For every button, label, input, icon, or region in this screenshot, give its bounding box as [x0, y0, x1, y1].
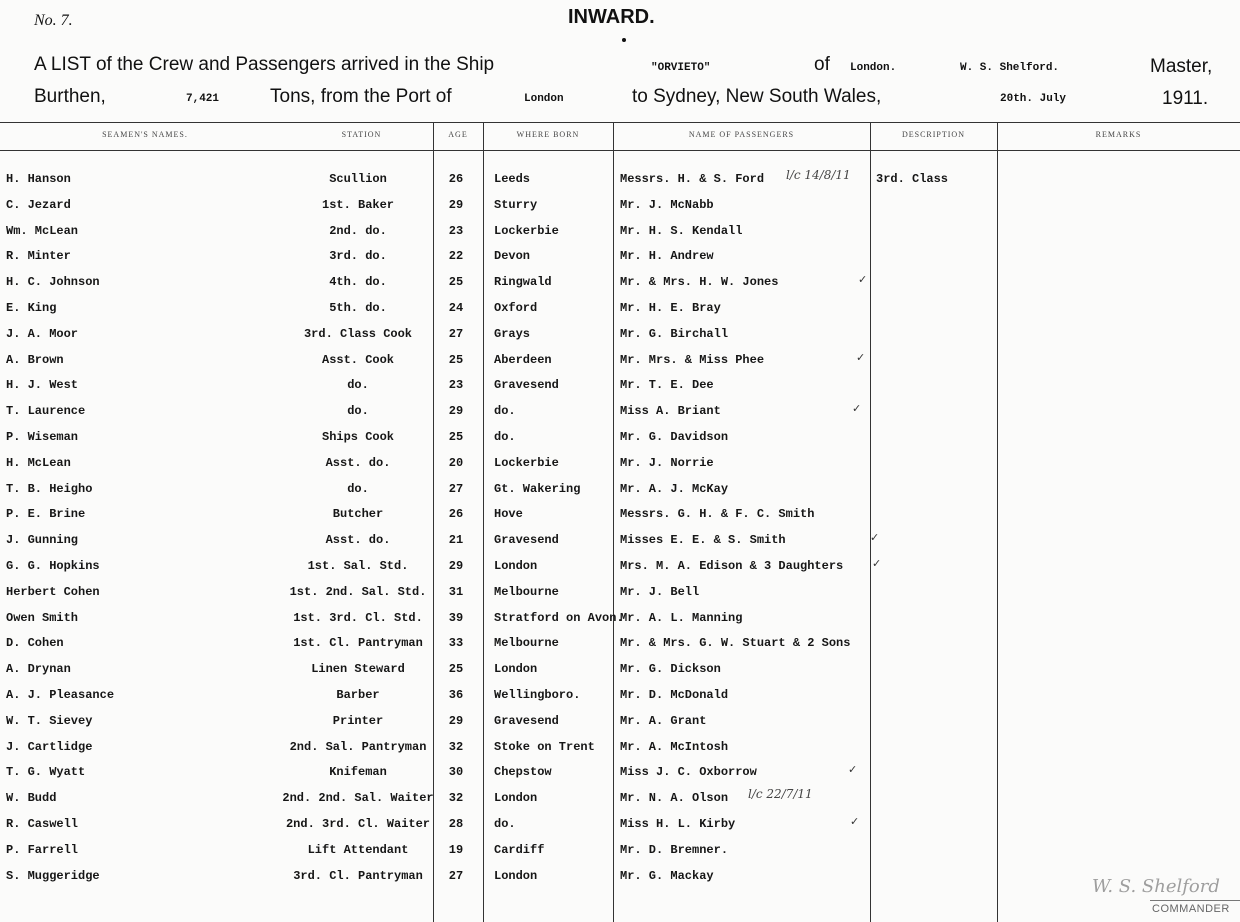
- age-cell: 29: [448, 559, 464, 573]
- seaman-name: W. Budd: [6, 791, 57, 805]
- passenger-name: Mr. J. McNabb: [620, 198, 714, 212]
- seaman-name: A. J. Pleasance: [6, 688, 115, 702]
- station-cell: 1st. Baker: [321, 198, 395, 212]
- description-cell: 3rd. Class: [876, 172, 949, 186]
- check-mark-icon: ✓: [850, 815, 860, 828]
- ship-name: "ORVIETO": [651, 62, 711, 74]
- birthplace-cell: do.: [494, 404, 516, 418]
- column-rule: [613, 122, 614, 922]
- column-header-station: STATION: [341, 130, 382, 139]
- station-cell: 3rd. Class Cook: [303, 327, 413, 341]
- seaman-name: W. T. Sievey: [6, 714, 93, 728]
- commander-stamp-line: [1150, 900, 1240, 901]
- destination-text: to Sydney, New South Wales,: [632, 86, 882, 107]
- age-cell: 25: [448, 353, 464, 367]
- page-title: INWARD.: [568, 6, 655, 28]
- master-name: W. S. Shelford.: [960, 62, 1060, 74]
- from-port: London: [524, 93, 564, 105]
- age-cell: 27: [448, 482, 464, 496]
- birthplace-cell: London: [494, 791, 538, 805]
- age-cell: 23: [448, 378, 464, 392]
- seaman-name: T. Laurence: [6, 404, 86, 418]
- station-cell: 3rd. Cl. Pantryman: [293, 869, 423, 883]
- arrival-date: 20th. July: [1000, 93, 1067, 105]
- seaman-name: R. Caswell: [6, 817, 79, 831]
- seaman-name: J. Cartlidge: [6, 740, 93, 754]
- birthplace-cell: Melbourne: [494, 636, 559, 650]
- seaman-name: Wm. McLean: [6, 224, 79, 238]
- age-cell: 20: [448, 456, 464, 470]
- column-header-age: AGE: [448, 130, 468, 139]
- seaman-name: T. G. Wyatt: [6, 765, 86, 779]
- seaman-name: H. Hanson: [6, 172, 71, 186]
- passenger-name: Miss J. C. Oxborrow: [620, 765, 757, 779]
- passenger-name: Mr. J. Bell: [620, 585, 700, 599]
- birthplace-cell: Gravesend: [494, 378, 559, 392]
- age-cell: 30: [448, 765, 464, 779]
- station-cell: Asst. do.: [325, 533, 391, 547]
- title-bullet: [622, 38, 626, 42]
- seaman-name: A. Brown: [6, 353, 64, 367]
- seaman-name: D. Cohen: [6, 636, 64, 650]
- column-rule: [870, 122, 871, 922]
- age-cell: 31: [448, 585, 464, 599]
- passenger-name: Mr. & Mrs. G. W. Stuart & 2 Sons: [620, 636, 851, 650]
- age-cell: 22: [448, 249, 464, 263]
- passenger-name: Messrs. G. H. & F. C. Smith: [620, 507, 815, 521]
- master-word: Master,: [1150, 56, 1213, 77]
- passenger-name: Mr. N. A. Olson: [620, 791, 729, 805]
- passenger-name: Mr. D. Bremner.: [620, 843, 729, 857]
- station-cell: Asst. do.: [325, 456, 391, 470]
- age-cell: 26: [448, 172, 464, 186]
- year: 1911.: [1162, 88, 1209, 109]
- burthen-label: Burthen,: [34, 86, 106, 107]
- age-cell: 24: [448, 301, 464, 315]
- station-cell: 2nd. do.: [329, 224, 387, 238]
- commander-label: COMMANDER: [1152, 903, 1230, 915]
- station-cell: 4th. do.: [329, 275, 387, 289]
- age-cell: 36: [448, 688, 464, 702]
- birthplace-cell: Stoke on Trent: [494, 740, 595, 754]
- age-cell: 29: [448, 714, 464, 728]
- station-cell: Knifeman: [329, 765, 387, 779]
- birthplace-cell: Hove: [494, 507, 523, 521]
- seaman-name: S. Muggeridge: [6, 869, 100, 883]
- birthplace-cell: Sturry: [494, 198, 538, 212]
- seaman-name: P. E. Brine: [6, 507, 86, 521]
- station-cell: 5th. do.: [329, 301, 387, 315]
- seaman-name: H. McLean: [6, 456, 71, 470]
- commander-signature: W. S. Shelford: [1092, 876, 1220, 897]
- birthplace-cell: do.: [494, 430, 516, 444]
- age-cell: 25: [448, 662, 464, 676]
- birthplace-cell: Gravesend: [494, 533, 559, 547]
- handwritten-note: l/c 22/7/11: [748, 787, 813, 801]
- age-cell: 33: [448, 636, 464, 650]
- station-cell: do.: [347, 378, 369, 392]
- station-cell: 2nd. Sal. Pantryman: [289, 740, 427, 754]
- age-cell: 29: [448, 404, 464, 418]
- station-cell: do.: [347, 482, 369, 496]
- birthplace-cell: Devon: [494, 249, 531, 263]
- birthplace-cell: London: [494, 662, 538, 676]
- birthplace-cell: Melbourne: [494, 585, 559, 599]
- passenger-name: Mr. D. McDonald: [620, 688, 729, 702]
- passenger-name: Mr. A. Grant: [620, 714, 707, 728]
- header-line1-text: A LIST of the Crew and Passengers arrived in the Ship: [34, 54, 495, 75]
- check-mark-icon: ✓: [856, 351, 866, 364]
- column-header-passengers: NAME OF PASSENGERS: [688, 130, 795, 139]
- of-word: of: [814, 54, 830, 75]
- age-cell: 23: [448, 224, 464, 238]
- column-header-description: DESCRIPTION: [901, 130, 965, 139]
- seaman-name: H. J. West: [6, 378, 79, 392]
- seaman-name: J. A. Moor: [6, 327, 79, 341]
- station-cell: Barber: [336, 688, 380, 702]
- age-cell: 32: [448, 740, 464, 754]
- birthplace-cell: Stratford on Avon.: [494, 611, 624, 625]
- birthplace-cell: Leeds: [494, 172, 531, 186]
- age-cell: 27: [448, 327, 464, 341]
- birthplace-cell: Grays: [494, 327, 531, 341]
- station-cell: Ships Cook: [321, 430, 395, 444]
- column-header-names: SEAMEN'S NAMES.: [102, 130, 188, 139]
- age-cell: 32: [448, 791, 464, 805]
- passenger-name: Misses E. E. & S. Smith: [620, 533, 786, 547]
- age-cell: 25: [448, 275, 464, 289]
- birthplace-cell: Lockerbie: [494, 224, 559, 238]
- column-header-born: WHERE BORN: [516, 130, 580, 139]
- column-header-remarks: REMARKS: [1095, 130, 1142, 139]
- station-cell: 1st. Sal. Std.: [307, 559, 409, 573]
- age-cell: 25: [448, 430, 464, 444]
- age-cell: 28: [448, 817, 464, 831]
- passenger-name: Mr. H. Andrew: [620, 249, 714, 263]
- seaman-name: Herbert Cohen: [6, 585, 100, 599]
- form-number: No. 7.: [34, 12, 73, 29]
- passenger-name: Mr. T. E. Dee: [620, 378, 714, 392]
- passenger-name: Mr. G. Birchall: [620, 327, 729, 341]
- birthplace-cell: Lockerbie: [494, 456, 559, 470]
- birthplace-cell: Chepstow: [494, 765, 552, 779]
- birthplace-cell: Aberdeen: [494, 353, 552, 367]
- station-cell: Asst. Cook: [321, 353, 395, 367]
- passenger-name: Mrs. M. A. Edison & 3 Daughters: [620, 559, 844, 573]
- station-cell: Linen Steward: [311, 662, 405, 676]
- passenger-name: Mr. A. J. McKay: [620, 482, 729, 496]
- seaman-name: P. Wiseman: [6, 430, 79, 444]
- birthplace-cell: Oxford: [494, 301, 538, 315]
- station-cell: 1st. 2nd. Sal. Std.: [289, 585, 427, 599]
- check-mark-icon: ✓: [858, 273, 868, 286]
- port-of-registry: London.: [850, 62, 897, 74]
- age-cell: 39: [448, 611, 464, 625]
- station-cell: Lift Attendant: [307, 843, 409, 857]
- seaman-name: R. Minter: [6, 249, 71, 263]
- station-cell: 2nd. 2nd. Sal. Waiter: [282, 791, 434, 805]
- birthplace-cell: do.: [494, 817, 516, 831]
- birthplace-cell: Cardiff: [494, 843, 545, 857]
- seaman-name: G. G. Hopkins: [6, 559, 100, 573]
- check-mark-icon: ✓: [872, 557, 882, 570]
- station-cell: Printer: [332, 714, 384, 728]
- age-cell: 19: [448, 843, 464, 857]
- handwritten-note: l/c 14/8/11: [786, 168, 851, 182]
- station-cell: Butcher: [332, 507, 384, 521]
- passenger-name: Mr. J. Norrie: [620, 456, 714, 470]
- seaman-name: J. Gunning: [6, 533, 79, 547]
- passenger-name: Mr. A. McIntosh: [620, 740, 729, 754]
- check-mark-icon: ✓: [870, 531, 880, 544]
- seaman-name: H. C. Johnson: [6, 275, 100, 289]
- station-cell: 1st. 3rd. Cl. Std.: [293, 611, 423, 625]
- seaman-name: T. B. Heigho: [6, 482, 93, 496]
- passenger-name: Mr. H. E. Bray: [620, 301, 721, 315]
- seaman-name: E. King: [6, 301, 57, 315]
- passenger-name: Mr. G. Dickson: [620, 662, 721, 676]
- check-mark-icon: ✓: [852, 402, 862, 415]
- passenger-name: Mr. G. Mackay: [620, 869, 714, 883]
- age-cell: 29: [448, 198, 464, 212]
- column-rule: [483, 122, 484, 922]
- birthplace-cell: Wellingboro.: [494, 688, 581, 702]
- burthen-value: 7,421: [186, 93, 220, 105]
- table-top-rule: [0, 122, 1240, 123]
- age-cell: 21: [448, 533, 464, 547]
- station-cell: do.: [347, 404, 369, 418]
- header-bottom-rule: [0, 150, 1240, 151]
- age-cell: 26: [448, 507, 464, 521]
- passenger-name: Miss H. L. Kirby: [620, 817, 736, 831]
- passenger-name: Messrs. H. & S. Ford: [620, 172, 765, 186]
- birthplace-cell: London: [494, 559, 538, 573]
- seaman-name: Owen Smith: [6, 611, 79, 625]
- passenger-name: Mr. & Mrs. H. W. Jones: [620, 275, 779, 289]
- passenger-name: Mr. H. S. Kendall: [620, 224, 743, 238]
- station-cell: Scullion: [329, 172, 387, 186]
- birthplace-cell: London: [494, 869, 538, 883]
- birthplace-cell: Gravesend: [494, 714, 559, 728]
- passenger-name: Mr. Mrs. & Miss Phee: [620, 353, 765, 367]
- birthplace-cell: Ringwald: [494, 275, 552, 289]
- age-cell: 27: [448, 869, 464, 883]
- tons-text: Tons, from the Port of: [270, 86, 452, 107]
- birthplace-cell: Gt. Wakering: [494, 482, 581, 496]
- passenger-name: Mr. G. Davidson: [620, 430, 729, 444]
- column-rule: [997, 122, 998, 922]
- seaman-name: A. Drynan: [6, 662, 71, 676]
- passenger-name: Miss A. Briant: [620, 404, 721, 418]
- seaman-name: C. Jezard: [6, 198, 71, 212]
- check-mark-icon: ✓: [848, 763, 858, 776]
- seaman-name: P. Farrell: [6, 843, 79, 857]
- station-cell: 3rd. do.: [329, 249, 387, 263]
- station-cell: 1st. Cl. Pantryman: [293, 636, 423, 650]
- station-cell: 2nd. 3rd. Cl. Waiter: [285, 817, 431, 831]
- passenger-name: Mr. A. L. Manning: [620, 611, 743, 625]
